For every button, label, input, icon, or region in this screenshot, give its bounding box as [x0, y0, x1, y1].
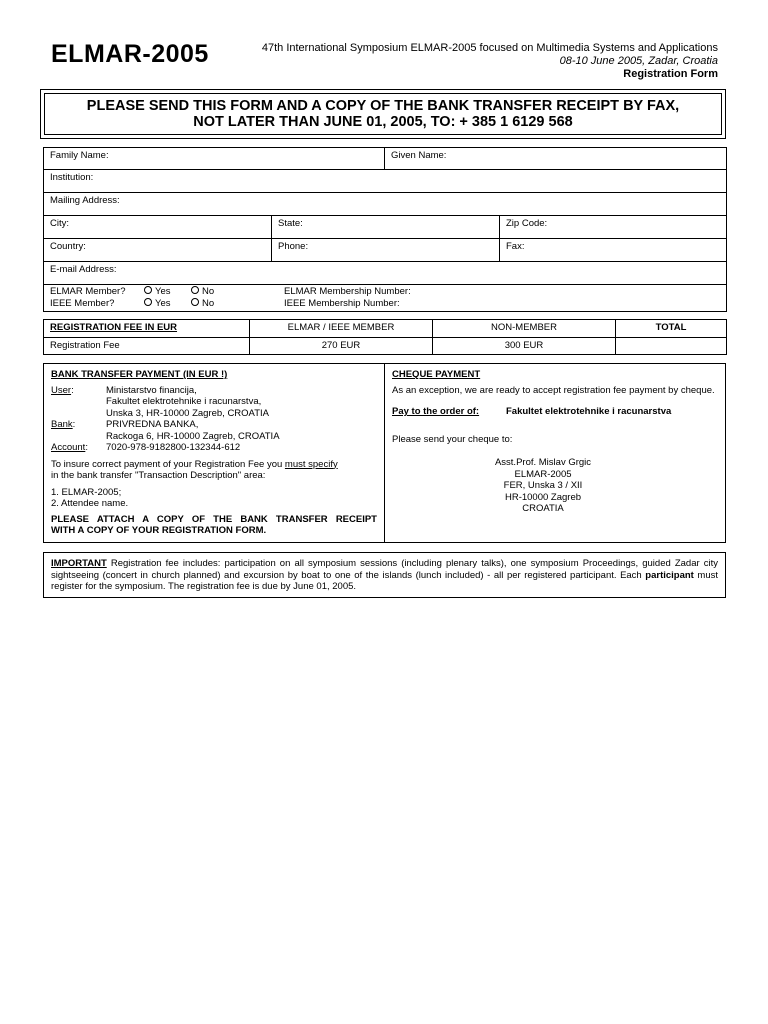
- important-notice: [43, 552, 726, 598]
- ieee-member-label: IEEE Member?: [50, 298, 115, 309]
- membership-cell: [44, 285, 727, 312]
- elmar-yes-label: Yes: [155, 286, 171, 297]
- mailing-address-label: Mailing Address:: [50, 195, 120, 206]
- cheque-address: [392, 457, 718, 515]
- city-label: City:: [50, 218, 69, 229]
- form-title: Registration Form: [623, 68, 718, 80]
- fee-header-nonmember: NON-MEMBER: [433, 320, 616, 338]
- cheque-address-line2: ELMAR-2005: [514, 468, 572, 480]
- important-label: IMPORTANT: [51, 558, 107, 569]
- bank-user-line3: Unska 3, HR-10000 Zagreb, CROATIA: [106, 407, 269, 419]
- bank-transfer-section: [43, 363, 385, 543]
- mailing-address-field[interactable]: [44, 193, 727, 216]
- bank-transfer-title: BANK TRANSFER PAYMENT (IN EUR !): [51, 369, 228, 380]
- cheque-order-label: Pay to the order of:: [392, 406, 480, 417]
- cheque-address-line5: CROATIA: [522, 503, 564, 514]
- email-field[interactable]: [44, 262, 727, 285]
- cheque-payment-text: As an exception, we are ready to accept registration fee payment by cheque.: [392, 384, 715, 396]
- bank-user-line1: Ministarstvo financija,: [106, 384, 197, 396]
- zip-code-label: Zip Code:: [506, 218, 548, 229]
- event-date-location: 08-10 June 2005, Zadar, Croatia: [559, 55, 718, 67]
- ieee-yes-label: Yes: [155, 298, 171, 309]
- bank-instructions-text-b: in the bank transfer "Transaction Description" area:: [51, 470, 266, 481]
- radio-circle-icon: [191, 298, 199, 306]
- elmar-yes-radio[interactable]: [144, 286, 171, 298]
- attach-receipt-line2: WITH A COPY OF YOUR REGISTRATION FORM.: [51, 525, 267, 536]
- bank-user-row: User: Ministarstvo financija,: [51, 384, 197, 396]
- institution-field[interactable]: [44, 170, 727, 193]
- elmar-no-radio[interactable]: [191, 286, 214, 298]
- bank-user-label: User: [51, 384, 72, 396]
- cheque-send-text: Please send your cheque to:: [392, 433, 513, 445]
- fax-notice-box: [40, 89, 726, 139]
- cheque-address-line3: FER, Unska 3 / XII: [503, 480, 583, 491]
- fee-row-label: Registration Fee: [44, 338, 250, 355]
- ieee-number-label: IEEE Membership Number:: [284, 298, 400, 309]
- fax-label: Fax:: [506, 241, 525, 252]
- fee-total-field[interactable]: [616, 338, 727, 355]
- bank-name-row: Bank: PRIVREDNA BANKA,: [51, 419, 199, 430]
- city-field[interactable]: [44, 216, 272, 239]
- bank-instructions-text-a: To insure correct payment of your Registration Fee you: [51, 458, 285, 470]
- country-label: Country:: [50, 241, 86, 252]
- given-name-label: Given Name:: [391, 150, 447, 161]
- fee-header-category: REGISTRATION FEE IN EUR: [44, 320, 250, 338]
- elmar-member-label: ELMAR Member?: [50, 286, 126, 297]
- cheque-payment-section: [384, 363, 726, 543]
- phone-label: Phone:: [278, 241, 309, 252]
- ieee-member-row: [50, 298, 720, 310]
- attach-receipt-line1: PLEASE ATTACH A COPY OF THE BANK TRANSFER RECEIPT: [51, 513, 377, 525]
- fee-member-value: 270 EUR: [250, 338, 433, 355]
- bank-account-row: Account: 7020-978-9182800-132344-612: [51, 442, 241, 453]
- state-label: State:: [278, 218, 303, 229]
- fee-header-member: ELMAR / IEEE MEMBER: [250, 320, 433, 338]
- elmar-no-label: No: [202, 286, 215, 297]
- bank-instructions-must: must specify: [284, 458, 338, 470]
- fax-field[interactable]: [500, 239, 727, 262]
- institution-label: Institution:: [50, 172, 94, 183]
- country-field[interactable]: [44, 239, 272, 262]
- fax-notice-line1: PLEASE SEND THIS FORM AND A COPY OF THE BANK TRANSFER RECEIPT BY FAX,: [86, 98, 680, 114]
- family-name-label: Family Name:: [50, 150, 109, 161]
- bank-name-label: Bank: [51, 419, 73, 430]
- event-title: 47th International Symposium ELMAR-2005 focused on Multimedia Systems and Applications: [261, 42, 718, 54]
- state-field[interactable]: [272, 216, 500, 239]
- cheque-address-line4: HR-10000 Zagreb: [504, 491, 582, 503]
- cheque-address-line1: Asst.Prof. Mislav Grgic: [494, 457, 592, 468]
- radio-circle-icon: [191, 286, 199, 294]
- important-text-b: must register for the symposium. The registration fee is due by June 01, 2005.: [51, 569, 718, 592]
- cheque-order-value: Fakultet elektrotehnike i racunarstva: [506, 406, 672, 417]
- given-name-field[interactable]: [385, 148, 727, 170]
- fax-notice-inner: [44, 93, 722, 135]
- bank-item-1: 1. ELMAR-2005;: [51, 486, 122, 498]
- bank-user-line2: Fakultet elektrotehnike i racunarstva,: [106, 396, 262, 407]
- fee-nonmember-value: 300 EUR: [433, 338, 616, 355]
- email-label: E-mail Address:: [50, 264, 117, 275]
- fee-header-total: TOTAL: [616, 320, 727, 338]
- radio-circle-icon: [144, 298, 152, 306]
- bank-name-line1: PRIVREDNA BANKA,: [106, 419, 199, 430]
- personal-info-table: [43, 147, 727, 312]
- radio-circle-icon: [144, 286, 152, 294]
- ieee-no-radio[interactable]: [191, 298, 214, 310]
- zip-code-field[interactable]: [500, 216, 727, 239]
- cheque-payment-title: CHEQUE PAYMENT: [392, 369, 481, 380]
- elmar-member-row: [50, 286, 720, 298]
- family-name-field[interactable]: [44, 148, 385, 170]
- bank-account-number: 7020-978-9182800-132344-612: [106, 442, 241, 453]
- registration-fee-table: [43, 319, 727, 355]
- fax-notice-line2: NOT LATER THAN JUNE 01, 2005, TO: + 385 1 6129 568: [193, 114, 573, 130]
- ieee-yes-radio[interactable]: [144, 298, 171, 310]
- event-logo: ELMAR-2005: [51, 40, 209, 68]
- bank-item-2: 2. Attendee name.: [51, 498, 129, 509]
- bank-account-label: Account: [51, 442, 86, 453]
- phone-field[interactable]: [272, 239, 500, 262]
- elmar-number-label: ELMAR Membership Number:: [284, 286, 411, 297]
- cheque-order-row: [392, 406, 718, 418]
- important-text-a: Registration fee includes: participation on all symposium sessions (including plenary talks), one symposium Proceedings, guided Zadar city sightseeing (concert in church planned) and excursion by boat to one of the islands (lunch included) - all per registered participant. Each: [51, 558, 718, 581]
- bank-name-line2: Rackoga 6, HR-10000 Zagreb, CROATIA: [106, 430, 280, 442]
- bank-instructions: [51, 459, 377, 482]
- important-participant: participant: [645, 569, 694, 581]
- ieee-no-label: No: [202, 298, 215, 309]
